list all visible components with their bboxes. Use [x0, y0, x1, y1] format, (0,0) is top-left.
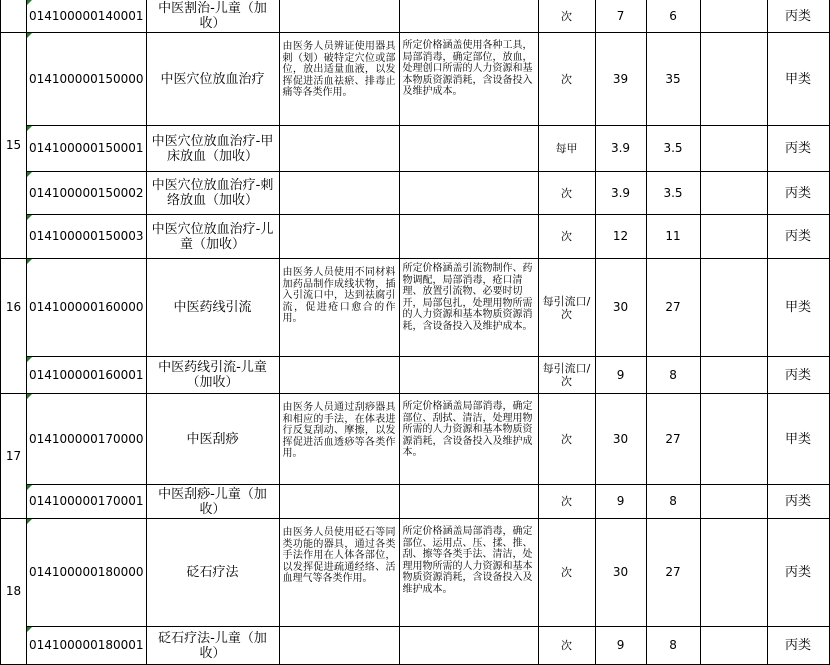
item-blank	[700, 215, 767, 259]
item-code: 014100000180000	[27, 519, 147, 627]
item-blank	[700, 33, 767, 126]
item-name: 中医穴位放血治疗-儿童（加收）	[146, 215, 279, 259]
item-unit: 次	[538, 485, 595, 519]
item-scope: 所定价格涵盖引流物制作、药物调配，局部消毒，疮口清理、放置引流物、必要时切开，局部包扎，处理用物所需的人力资源和基本物质资源消耗，含设备投入及维护成本。	[399, 259, 538, 357]
item-price-1: 9	[595, 485, 646, 519]
item-name: 中医刮痧	[146, 394, 279, 485]
item-name: 中医穴位放血治疗	[146, 33, 279, 126]
item-price-2: 27	[646, 259, 700, 357]
item-class: 丙类	[767, 627, 829, 665]
item-code: 014100000150003	[27, 215, 147, 259]
item-content: 由医务人员使用不同材料加药品制作成线状物，插入引流口中，达到祛腐引流，促进疮口愈合的作用。	[279, 259, 399, 357]
item-blank	[700, 0, 767, 33]
table-row	[1, 215, 830, 259]
table-row	[1, 259, 830, 357]
item-price-1: 9	[595, 357, 646, 394]
item-unit: 次	[538, 0, 595, 33]
item-scope	[399, 357, 538, 394]
table-row	[1, 485, 830, 519]
item-blank	[700, 485, 767, 519]
item-class: 丙类	[767, 519, 829, 627]
item-price-1: 12	[595, 215, 646, 259]
item-price-2: 8	[646, 627, 700, 665]
item-name: 中医药线引流-儿童（加收）	[146, 357, 279, 394]
item-unit: 次	[538, 627, 595, 665]
item-price-2: 3.5	[646, 172, 700, 215]
item-price-1: 7	[595, 0, 646, 33]
item-class: 甲类	[767, 259, 829, 357]
item-price-1: 30	[595, 519, 646, 627]
item-price-2: 11	[646, 215, 700, 259]
item-content	[279, 357, 399, 394]
item-no-cell: 15	[1, 33, 27, 259]
item-scope: 所定价格涵盖局部消毒，确定部位、运用点、压、揉、推、刮、擦等各类手法、清洁，处理用物所需的人力资源和基本物质资源消耗，含设备投入及维护成本。	[399, 519, 538, 627]
item-unit: 次	[538, 394, 595, 485]
item-price-1: 3.9	[595, 126, 646, 172]
item-content	[279, 0, 399, 33]
item-price-1: 9	[595, 627, 646, 665]
item-class: 丙类	[767, 215, 829, 259]
item-blank	[700, 519, 767, 627]
item-content	[279, 485, 399, 519]
item-scope	[399, 215, 538, 259]
item-content: 由医务人员使用砭石等同类功能的器具，通过各类手法作用在人体各部位，以发挥促进疏通经络、活血理气等各类作用。	[279, 519, 399, 627]
item-blank	[700, 172, 767, 215]
item-no-cell	[1, 0, 27, 33]
item-name: 砭石疗法	[146, 519, 279, 627]
item-blank	[700, 394, 767, 485]
item-name: 中医药线引流	[146, 259, 279, 357]
item-blank	[700, 627, 767, 665]
item-price-2: 8	[646, 485, 700, 519]
item-class: 丙类	[767, 485, 829, 519]
item-unit: 每引流口/次	[538, 259, 595, 357]
item-class: 丙类	[767, 357, 829, 394]
item-scope: 所定价格涵盖局部消毒，确定部位、刮拭、清洁，处理用物所需的人力资源和基本物质资源消耗，含设备投入及维护成本。	[399, 394, 538, 485]
item-code: 014100000170000	[27, 394, 147, 485]
item-price-1: 39	[595, 33, 646, 126]
item-code: 014100000160000	[27, 259, 147, 357]
item-blank	[700, 126, 767, 172]
item-price-2: 8	[646, 357, 700, 394]
item-scope	[399, 0, 538, 33]
table-row	[1, 33, 830, 126]
item-name: 砭石疗法-儿童（加收）	[146, 627, 279, 665]
table-row	[1, 394, 830, 485]
item-scope	[399, 172, 538, 215]
item-price-2: 27	[646, 394, 700, 485]
item-unit: 每甲	[538, 126, 595, 172]
item-code: 014100000170001	[27, 485, 147, 519]
item-content: 由医务人员通过刮痧器具和相应的手法，在体表进行反复刮动、摩擦，以发挥促进活血透痧等各类作用。	[279, 394, 399, 485]
table-row	[1, 126, 830, 172]
item-no-cell: 17	[1, 394, 27, 519]
item-class: 丙类	[767, 172, 829, 215]
item-class: 丙类	[767, 126, 829, 172]
item-no-cell: 18	[1, 519, 27, 665]
table-row	[1, 172, 830, 215]
item-code: 014100000180001	[27, 627, 147, 665]
item-price-1: 3.9	[595, 172, 646, 215]
item-price-1: 30	[595, 259, 646, 357]
item-content	[279, 215, 399, 259]
item-scope	[399, 627, 538, 665]
item-code: 014100000150002	[27, 172, 147, 215]
table-row	[1, 519, 830, 627]
table-row	[1, 627, 830, 665]
item-content	[279, 126, 399, 172]
item-scope: 所定价格涵盖使用各种工具，局部消毒，确定部位，放血，处理创口所需的人力资源和基本物质资源消耗，含设备投入及维护成本。	[399, 33, 538, 126]
item-code: 014100000140001	[27, 0, 147, 33]
table-row	[1, 357, 830, 394]
item-blank	[700, 357, 767, 394]
item-content	[279, 172, 399, 215]
item-price-2: 35	[646, 33, 700, 126]
item-unit: 每引流口/次	[538, 357, 595, 394]
item-scope	[399, 485, 538, 519]
item-code: 014100000150000	[27, 33, 147, 126]
item-name: 中医刮痧-儿童（加收）	[146, 485, 279, 519]
item-name: 中医穴位放血治疗-甲床放血（加收）	[146, 126, 279, 172]
item-price-2: 6	[646, 0, 700, 33]
item-unit: 次	[538, 215, 595, 259]
item-class: 丙类	[767, 0, 829, 33]
item-unit: 次	[538, 33, 595, 126]
item-class: 甲类	[767, 394, 829, 485]
item-name: 中医穴位放血治疗-刺络放血（加收）	[146, 172, 279, 215]
item-price-2: 27	[646, 519, 700, 627]
item-content	[279, 627, 399, 665]
item-scope	[399, 126, 538, 172]
item-code: 014100000150001	[27, 126, 147, 172]
item-price-1: 30	[595, 394, 646, 485]
item-unit: 次	[538, 172, 595, 215]
item-unit: 次	[538, 519, 595, 627]
item-no-cell: 16	[1, 259, 27, 394]
item-code: 014100000160001	[27, 357, 147, 394]
item-price-2: 3.5	[646, 126, 700, 172]
item-name: 中医割治-儿童（加收）	[146, 0, 279, 33]
item-class: 甲类	[767, 33, 829, 126]
table-row	[1, 0, 830, 33]
item-content: 由医务人员辨证使用器具刺（划）破特定穴位或部位，放出适量血液，以发挥促进活血祛瘀、排毒止痛等各类作用。	[279, 33, 399, 126]
item-blank	[700, 259, 767, 357]
